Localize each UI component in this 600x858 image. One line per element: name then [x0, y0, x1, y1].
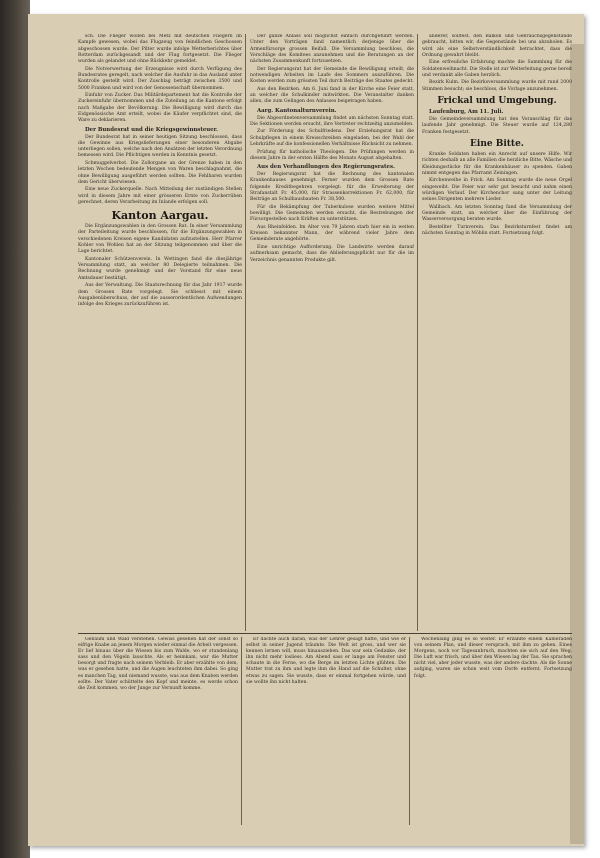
- article-paragraph: Für die Bekämpfung der Tuberkulose wurden weitere Mittel bewilligt. Die Gemeinden werden ersucht, die Bestrebungen der Fürsorgestellen nach Kräften zu unterstützen.: [250, 204, 414, 223]
- column-2: [250, 34, 414, 629]
- feuilleton-column-3: [414, 637, 572, 827]
- article-paragraph: sch. Die Flieger wollen bei Metz mit deutschen Fliegern im Kampfe gewesen, wobei das Flugzeug von feindlichen Geschossen abgeschossen wurde. Der Pilter wurde infolge Wetterberichtes über Rotterdam zurückgesandt und der Flug fortgesetzt. Die Flieger wurden als gelandet und ohne Rückkehr gemeldet.: [78, 34, 242, 65]
- article-paragraph: Einfuhr von Zucker. Das Militärdepartement hat die Kontrolle der Zuckereinfuhr übernommen und die Zuteilung an die Kantone erfolgt nach Maßgabe der Bevölkerung. Die Bewilligung wird durch das Eidgenössische Amt erteilt, wobei die Käufer verpflichtet sind, die Ware zu deklarieren.: [78, 93, 242, 124]
- article-paragraph: Prüfung für katholische Theologen. Die Prüfungen werden in diesem Jahre in der ersten Hälfte des Monats August abgehalten.: [250, 149, 414, 161]
- article-subheading: Aarg. Kantonalturnverein.: [257, 107, 337, 114]
- column-rule: [417, 34, 418, 631]
- article-paragraph: Die Ergänzungswahlen in den Grossen Rat. In einer Versammlung der Parteileitung wurde beschlossen, für die Ergänzungswahlen in verschiedenen Kreisen eigene Kandidaten aufzustellen. Herr Pfarrer Kohler von Wohlen hat an der Sitzung teilgenommen und über die Lage berichtet.: [78, 224, 242, 255]
- article-subheading: Der Bundesrat und die Kriegsgewinnsteuer.: [85, 126, 218, 133]
- article-paragraph: anderer, solltest, den Balkon und Gebrauchsgegenstände gebraucht, bitten wir, die Gegenstände bei uns abzuholen. Es wird als eine Selbstverständlichkeit betrachtet, dass die Ordnung gewahrt bleibt.: [422, 34, 572, 58]
- article-paragraph: Kantonaler Schützenverein. In Wettingen fand die diesjährige Versammlung statt, an welcher 80 Delegierte teilnahmen. Die Rechnung wurde genehmigt und der Vorstand für eine neue Amtsdauer bestätigt.: [78, 256, 242, 281]
- article-paragraph: Eine unrichtige Aufforderung. Die Landwirte werden darauf aufmerksam gemacht, dass die Ablieferungspflicht nur für die im Verzeichnis genannten Produkte gilt.: [250, 244, 414, 263]
- feuilleton-rule: [78, 633, 572, 634]
- article-paragraph: Wallbach. Am letzten Sonntag fand die Versammlung der Gemeinde statt, an welcher über die Einführung der Wasserversorgung beraten wurde.: [422, 204, 572, 223]
- article-paragraph: Bestellter Turnverein. Das Bezirksturnfest findet am nächsten Sonntag in Möhlin statt. Fortsetzung folgt.: [422, 224, 572, 237]
- feuilleton-paragraph: Er dachte auch daran, was der Lehrer gesagt hatte, und wie er selbst in seiner Jugend träumte. Die Welt ist gross, und wer sie kennen lernen will, muss hinausziehen. Das war sein Gedanke, der ihn nicht mehr losliess. Am Abend sass er lange am Fenster und schaute in die Ferne, wo die Berge im letzten Lichte glühten. Die Mutter trat zu ihm und legte ihm die Hand auf die Schulter, ohne etwas zu sagen. Sie wusste, dass er einmal fortgehen würde, und sie wollte ihn nicht halten.: [246, 637, 406, 685]
- article-paragraph: Die Gemeindeversammlung hat den Voranschlag für das laufende Jahr genehmigt. Die Steuer wurde auf 124,280 Franken festgesetzt.: [422, 117, 572, 135]
- article-paragraph: Aus Rheinfelden. Im Alter von 79 Jahren starb hier ein in weiten Kreisen bekannter Mann, der während vieler Jahre dem Gemeinderate angehörte.: [250, 224, 414, 243]
- next-page-edge: [570, 44, 584, 844]
- feuilleton-paragraph: Wochenlang ging es so weiter. Er erzählte einem Kameraden von seinem Plan, und dieser versprach, mit ihm zu gehen. Eines Morgens, noch vor Tagesanbruch, machten sie sich auf den Weg. Die Luft war frisch, und über den Wiesen lag der Tau. Sie sprachen nicht viel, aber jeder wusste, was der andere dachte. Als die Sonne aufging, waren sie schon weit vom Dorfe entfernt. Fortsetzung folgt.: [414, 637, 572, 679]
- article-paragraph: Die Abgeordnetenversammlung findet am nächsten Sonntag statt. Die Sektionen werden ersucht, ihre Vertreter rechtzeitig anzumelden.: [250, 115, 414, 127]
- article-paragraph: Aus der Verwaltung. Die Staatsrechnung für das Jahr 1917 wurde dem Grossen Rate vorgelegt. Sie schliesst mit einem Ausgabenüberschuss, der auf die ausserordentlichen Aufwendungen infolge des Krieges zurückzuführen ist.: [78, 283, 242, 308]
- column-3: [422, 34, 572, 629]
- article-paragraph: Der Regierungsrat hat der Gemeinde die Bewilligung erteilt, die notwendigen Arbeiten im Laufe des Sommers auszuführen. Die Kosten werden zum grössten Teil durch Beiträge des Staates gedeckt.: [250, 66, 414, 85]
- feuilleton-column-2: [246, 637, 406, 827]
- feuilleton-paragraph: Gebaum und Wald verstehen. Gewiss gesehen hat der sonst so eifrige Knabe an jenem Morgen wieder einmal die Arbeit vergessen. Er lief hinaus über die Wiesen bis zum Walde, wo er stundenlang sass und den Vögeln lauschte. Als er heimkam, war die Mutter besorgt und fragte nach seinem Verbleib. Er aber erzählte von dem, was er gesehen hatte, und die Augen leuchteten ihm dabei. So ging es manchen Tag, und niemand wusste, was aus dem Knaben werden sollte. Der Vater schüttelte den Kopf und meinte, es werde schon die Zeit kommen, wo der Junge zur Vernunft komme.: [78, 637, 238, 691]
- article-paragraph: Eine erfreuliche Erfahrung machte die Sammlung für die Soldatenweihnacht. Die Stelle ist zur Weiterleitung gerne bereit und verdankt alle Gaben herzlich.: [422, 60, 572, 78]
- article-paragraph: Bezirk Kulm. Die Bezirksversammlung wurde mit rund 2000 Stimmen besucht; sie beschloss, die Vorlage anzunehmen.: [422, 80, 572, 92]
- article-paragraph: Aus den Bezirken. Am 6. Juni fand in der Kirche eine Feier statt, an welcher die Schulkinder mitwirkten. Die Veranstalter danken allen, die zum Gelingen des Anlasses beigetragen haben.: [250, 86, 414, 105]
- article-paragraph: Zur Förderung des Schulfriedens. Der Erziehungsrat hat die Schulpflegen in einem Kreisschreiben eingeladen, bei der Wahl der Lehrkräfte auf die konfessionellen Verhältnisse Rücksicht zu nehmen.: [250, 129, 414, 148]
- section-heading-eine-bitte: Eine Bitte.: [470, 138, 524, 149]
- feuilleton-column-1: [78, 637, 238, 827]
- column-rule: [245, 34, 246, 631]
- newspaper-page: [28, 14, 584, 846]
- column-rule: [241, 637, 242, 825]
- article-paragraph: Der Regierungsrat hat die Rechnung des kantonalen Krankenhauses genehmigt. Ferner wurden dem Grossen Rate folgende Kreditbegehren vorgelegt: für die Erweiterung der Strafanstalt Fr. 45,000, für Strassenkorrektionen Fr. 62,000, für Beiträge an Schulhausbauten Fr. 38,500.: [250, 172, 414, 203]
- section-heading-fricktal: Frickal und Umgebung.: [437, 96, 557, 107]
- article-paragraph: Schmuggelverbot. Die Zollorgane an der Grenze haben in den letzten Wochen bedeutende Mengen von Waren beschlagnahmt, die ohne Bewilligung ausgeführt werden sollten. Die Fehlbaren wurden dem Gericht überwiesen.: [78, 160, 242, 185]
- article-subheading: Aus den Verhandlungen des Regierungsrates.: [257, 164, 395, 171]
- section-heading-kanton-aargau: Kanton Aargau.: [111, 209, 209, 223]
- binder-spine: [0, 0, 30, 858]
- article-paragraph: Kirchenweihe in Frick. Am Sonntag wurde die neue Orgel eingeweiht. Die Feier war sehr gut besucht und nahm einen würdigen Verlauf. Der Kirchenchor sang unter der Leitung seines Dirigenten mehrere Lieder.: [422, 178, 572, 203]
- article-paragraph: Eine neue Zuckerquelle. Nach Mitteilung der zuständigen Stellen wird in diesem Jahre mit einer grösseren Ernte von Zuckerrüben gerechnet, deren Verarbeitung im Inlande erfolgen soll.: [78, 187, 242, 205]
- column-1: [78, 34, 242, 629]
- article-paragraph: Die Notverwertung der Erzeugnisse wird durch Verfügung des Bundesrates geregelt, nach welcher die Ausfuhr in das Ausland unter Kontrolle gestellt wird. Der Zuschlag beträgt zwischen 3500 und 5000 Franken und wird von der Genossenschaft übernommen.: [78, 66, 242, 91]
- article-paragraph: Der ganze Anlass soll möglichst einfach durchgeführt werden. Unter den Vorträgen fand namentlich derjenige über die Armenfürsorge grossen Beifall. Die Versammlung beschloss, die Vorschläge des Komitees anzunehmen und die Beratungen an der nächsten Zusammenkunft fortzusetzen.: [250, 34, 414, 65]
- article-paragraph: Kranke Soldaten haben ein Anrecht auf unsere Hilfe. Wir richten deshalb an alle Familien die herzliche Bitte, Wäsche und Kleidungsstücke für die Krankenhäuser zu spenden. Gaben nimmt entgegen das Pfarramt Zeiningen.: [422, 151, 572, 176]
- article-paragraph: Der Bundesrat hat in seiner heutigen Sitzung beschlossen, dass die Gewinne aus Kriegslieferungen einer besonderen Abgabe unterliegen sollen, welche nach den Ansätzen der letzten Verordnung bemessen wird. Die Pflichtigen werden in Kenntnis gesetzt.: [78, 134, 242, 159]
- column-rule: [409, 637, 410, 825]
- article-subheading: Laufenburg, Am 11. Juli.: [429, 109, 504, 116]
